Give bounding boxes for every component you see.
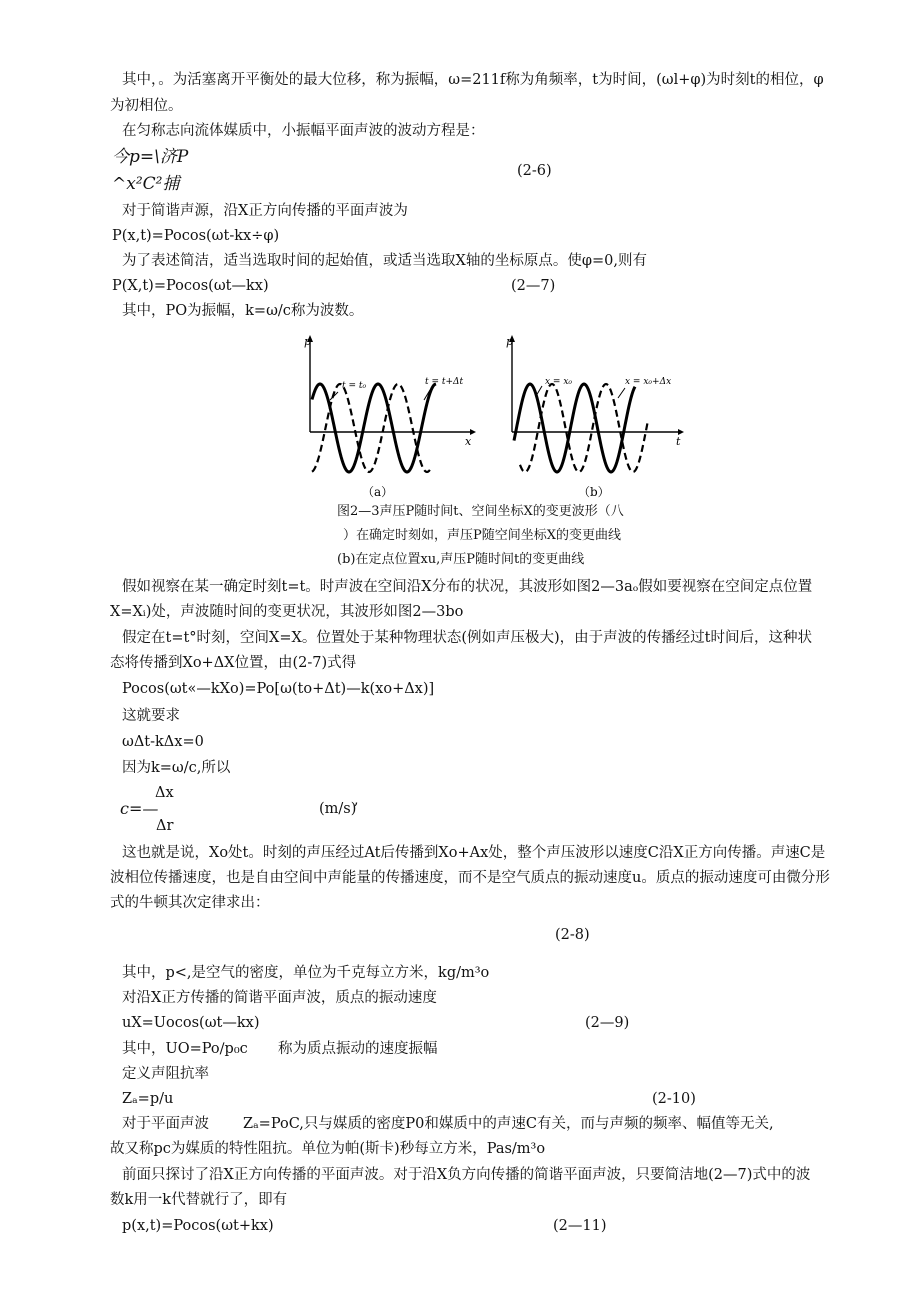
para-line: 因为k=ω/c,所以 (122, 760, 231, 776)
para-line: 这也就是说，Xo处t。时刻的声压经过At后传播到Xo+Ax处，整个声压波形以速度C沿X正方向传播。声速C是 (122, 845, 826, 861)
curve-solid (312, 384, 436, 472)
para-line: 定义声阻抗率 (122, 1066, 209, 1082)
x-axis-label: t (676, 435, 681, 448)
para-line: 前面只探讨了沿X正方向传播的平面声波。对于沿X负方向传播的简谐平面声波，只要简洁地(2—7)式中的波 (122, 1167, 811, 1183)
equation: Pocos(ωt«—kXo)=Po[ω(to+Δt)—k(xo+Δx)] (122, 681, 435, 697)
figure-caption: (b)在定点位置xu,声压P随时间t的变更曲线 (337, 552, 585, 567)
subfigure-label: （b） (578, 485, 610, 499)
para-line: 为了表述简洁，适当选取时间的起始值，或适当选取X轴的坐标原点。使φ=0,则有 (122, 253, 647, 269)
curve-label: t = t₀ (342, 381, 367, 391)
para-line: 对于平面声波 (122, 1116, 209, 1132)
para-line: 其中，。为活塞离开平衡处的最大位移，称为振幅，ω=211f称为角频率，t为时间，(ωl+φ)为时刻t的相位，φ (122, 72, 824, 88)
y-axis-label: p (506, 335, 514, 348)
equation-number: (2-8) (555, 927, 590, 943)
curve-label: x = x₀ (545, 377, 573, 387)
panel-b (506, 335, 684, 499)
equation-2-10: Zₐ=p/u (122, 1091, 174, 1107)
equation: P(x,t)=Pocos(ωt-kx÷φ) (112, 228, 280, 244)
equation-2-6-top: 今p=\济P (112, 147, 189, 167)
para-line: 波相位传播速度，也是自由空间中声能量的传播速度，而不是空气质点的振动速度u。质点的振动速度可由微分形 (110, 870, 830, 886)
para-line: 为初相位。 (110, 98, 183, 114)
fraction-numerator: Δx (155, 785, 174, 801)
panel-a (304, 335, 476, 499)
curve-dashed (520, 384, 648, 472)
para-line: X=Xᵢ)处，声波随时间的变更状况，其波形如图2—3bo (110, 604, 464, 620)
para-line: 这就要求 (122, 708, 180, 724)
equation-number: (2-10) (652, 1091, 696, 1107)
curve-label: t = t+Δt (425, 377, 464, 387)
para-line: 假如视察在某一确定时刻t=t。时声波在空间沿X分布的状况，其波形如图2—3aₒ假如要视察在空间定点位置 (122, 579, 813, 595)
para-line: 式的牛顿其次定律求出： (110, 895, 270, 911)
para-line: 数k用一k代替就行了，即有 (110, 1192, 288, 1208)
para-line: 假定在t=t°时刻，空间X=X。位置处于某种物理状态(例如声压极大)，由于声波的传播经过t时间后，这种状 (122, 630, 812, 646)
equation-number: (2-6) (517, 163, 552, 179)
label-leader (536, 386, 542, 396)
equation: ωΔt-kΔx=0 (122, 734, 204, 750)
para-line: 称为质点振动的速度振幅 (278, 1041, 438, 1057)
figure-2-3 (290, 332, 690, 502)
subfigure-label: （a） (362, 485, 394, 499)
para-line: 对沿X正方传播的简谐平面声波，质点的振动速度 (122, 990, 437, 1006)
equation-2-7: P(X,t)=Pocos(ωt—kx) (112, 278, 269, 294)
para-line: 态将传播到Xo+ΔX位置，由(2-7)式得 (110, 655, 357, 671)
para-line: Zₐ=PoC,只与媒质的密度P0和媒质中的声速C有关，而与声频的频率、幅值等无关, (243, 1116, 774, 1132)
equation-2-6-bottom: ^x²C²捕 (112, 174, 180, 194)
para-line: 其中，p<,是空气的密度，单位为千克每立方米，kg/m³o (122, 965, 490, 981)
y-axis-label: p (304, 335, 312, 348)
equation-number: (2—7) (511, 278, 556, 294)
equation-2-11: p(x,t)=Pocos(ωt+kx) (122, 1218, 274, 1234)
para-line: 对于简谐声源，沿X正方向传播的平面声波为 (122, 203, 408, 219)
equation-number: (2—9) (585, 1015, 630, 1031)
para-line: 其中，PO为振幅，k=ω/c称为波数。 (122, 303, 364, 319)
label-leader (618, 388, 625, 398)
para-line: 故又称pc为媒质的特性阻抗。单位为帕(斯卡)秒每立方米，Pas/m³o (110, 1141, 546, 1157)
figure-caption: ）在确定时刻如，声压P随空间坐标X的变更曲线 (343, 528, 622, 543)
fraction-denominator: Δr (156, 818, 174, 834)
figure-caption: 图2—3声压P随时间t、空间坐标X的变更波形（八 (337, 504, 624, 519)
para-line: 在匀称志向流体媒质中，小振幅平面声波的波动方程是： (122, 123, 485, 139)
equation-number: (2—11) (553, 1218, 607, 1234)
x-axis-label: x (465, 435, 472, 448)
para-line: 其中，UO=Po∕p₀c (122, 1041, 248, 1057)
fraction-lhs: c=— (120, 799, 159, 818)
unit-label: (m/s) (319, 801, 357, 817)
equation-2-9: uX=Uocos(ωt—kx) (122, 1015, 260, 1031)
curve-label: x = x₀+Δx (625, 377, 672, 387)
punctuation: , (354, 792, 359, 808)
